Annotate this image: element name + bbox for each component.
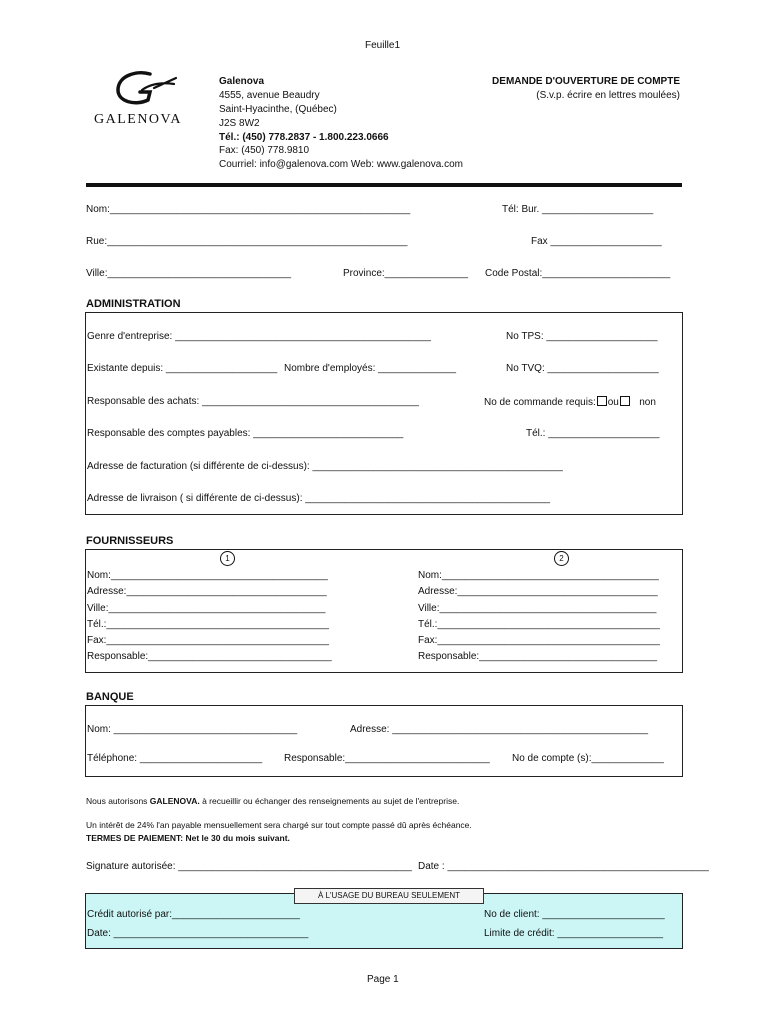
office-date-field[interactable]: Date: ___________________________________	[87, 928, 309, 939]
banque-nom-field[interactable]: Nom: _________________________________	[87, 724, 298, 735]
company-phone: Tél.: (450) 778.2837 - 1.800.223.0666	[219, 132, 389, 143]
ville-field[interactable]: Ville:_________________________________	[86, 268, 292, 279]
fournisseur-1-column	[87, 568, 332, 666]
f2-adresse-field[interactable]: Adresse:____________________________________	[418, 586, 658, 598]
f1-tel-field[interactable]: Tél.:________________________________________	[87, 618, 329, 630]
ou-label: ou	[607, 397, 619, 408]
commande-requis	[484, 396, 656, 408]
company-address1: 4555, avenue Beaudry	[219, 90, 320, 101]
form-title: DEMANDE D'OUVERTURE DE COMPTE	[492, 76, 680, 87]
company-name: Galenova	[219, 76, 265, 87]
sheet-name: Feuille1	[365, 40, 401, 51]
banque-box	[85, 705, 683, 777]
company-postal: J2S 8W2	[219, 118, 260, 129]
limite-credit-field[interactable]: Limite de crédit: ___________________	[484, 928, 664, 939]
galenova-logo	[88, 66, 218, 136]
f2-ville-field[interactable]: Ville:_______________________________________	[418, 602, 657, 614]
admin-tel-field[interactable]: Tél.: ____________________	[526, 428, 660, 439]
tel-bur-field[interactable]: Tél: Bur. ____________________	[502, 204, 654, 215]
f2-fax-field[interactable]: Fax:________________________________________	[418, 635, 660, 647]
logo-wordmark: GALENOVA	[94, 112, 182, 127]
comptes-field[interactable]: Responsable des comptes payables: ___________________________	[87, 428, 404, 439]
banque-telephone-field[interactable]: Téléphone: ______________________	[87, 753, 263, 764]
signature-field[interactable]: Signature autorisée: __________________________________________	[86, 861, 412, 872]
form-subtitle: (S.v.p. écrire en lettres moulées)	[536, 90, 680, 101]
province-field[interactable]: Province:_______________	[343, 268, 469, 279]
administration-box	[85, 312, 683, 515]
header-divider	[86, 183, 682, 187]
fournisseur-2-badge: 2	[554, 551, 569, 566]
authorization-text	[86, 796, 459, 806]
page-number: Page 1	[367, 974, 399, 985]
f1-fax-field[interactable]: Fax:________________________________________	[87, 635, 329, 647]
galenova-logo-mark	[88, 66, 218, 110]
employes-field[interactable]: Nombre d'employés: ______________	[284, 363, 457, 374]
f1-nom-field[interactable]: Nom:_______________________________________	[87, 570, 328, 581]
commande-label: No de commande requis:	[484, 397, 596, 408]
oui-checkbox[interactable]	[597, 396, 607, 406]
banque-compte-field[interactable]: No de compte (s):_____________	[512, 753, 664, 764]
nom-field[interactable]: Nom:______________________________________________________	[86, 204, 411, 215]
office-use-tab: À L'USAGE DU BUREAU SEULEMENT	[294, 888, 484, 904]
livraison-field[interactable]: Adresse de livraison ( si différente de ci-dessus): ____________________________________________	[87, 493, 550, 504]
f2-nom-field[interactable]: Nom:_______________________________________	[418, 570, 659, 581]
banque-title: BANQUE	[86, 691, 134, 703]
tvq-field[interactable]: No TVQ: ____________________	[506, 363, 659, 374]
banque-responsable-field[interactable]: Responsable:__________________________	[284, 753, 490, 764]
fax-field[interactable]: Fax ____________________	[531, 236, 662, 247]
rue-field[interactable]: Rue:______________________________________________________	[86, 236, 408, 247]
company-fax: Fax: (450) 778.9810	[219, 145, 310, 156]
f1-adresse-field[interactable]: Adresse:____________________________________	[87, 586, 327, 598]
signature-date-field[interactable]: Date : _______________________________________________	[418, 861, 709, 872]
f2-responsable-field[interactable]: Responsable:________________________________	[418, 651, 658, 663]
administration-title: ADMINISTRATION	[86, 298, 181, 310]
fournisseur-1-badge: 1	[220, 551, 235, 566]
non-label: non	[639, 397, 656, 408]
authorization-pre: Nous autorisons	[86, 796, 150, 806]
code-postal-field[interactable]: Code Postal:_______________________	[485, 268, 671, 279]
interest-text: Un intérêt de 24% l'an payable mensuellement sera chargé sur tout compte passé dû après échéance.	[86, 820, 472, 830]
company-contact: Courriel: info@galenova.com Web: www.galenova.com	[219, 159, 463, 170]
non-checkbox[interactable]	[620, 396, 630, 406]
no-client-field[interactable]: No de client: ______________________	[484, 909, 665, 920]
payment-terms: TERMES DE PAIEMENT: Net le 30 du mois suivant.	[86, 833, 290, 843]
genre-field[interactable]: Genre d'entreprise: ______________________________________________	[87, 331, 431, 342]
tps-field[interactable]: No TPS: ____________________	[506, 331, 658, 342]
company-address2: Saint-Hyacinthe, (Québec)	[219, 104, 337, 115]
f2-tel-field[interactable]: Tél.:________________________________________	[418, 618, 660, 630]
f1-responsable-field[interactable]: Responsable:_________________________________	[87, 651, 332, 663]
banque-adresse-field[interactable]: Adresse: ______________________________________________	[350, 724, 649, 735]
achats-field[interactable]: Responsable des achats: _______________________________________	[87, 396, 419, 407]
f1-ville-field[interactable]: Ville:_______________________________________	[87, 602, 326, 614]
authorization-brand: GALENOVA.	[149, 796, 200, 806]
facturation-field[interactable]: Adresse de facturation (si différente de ci-dessus): _____________________________________________	[87, 461, 563, 472]
authorization-post: à recueillir ou échanger des renseignements au sujet de l'entreprise.	[199, 796, 460, 806]
existante-field[interactable]: Existante depuis: ____________________	[87, 363, 278, 374]
credit-autorise-field[interactable]: Crédit autorisé par:_______________________	[87, 909, 300, 920]
fournisseur-2-column	[418, 568, 660, 666]
fournisseurs-title: FOURNISSEURS	[86, 535, 174, 547]
